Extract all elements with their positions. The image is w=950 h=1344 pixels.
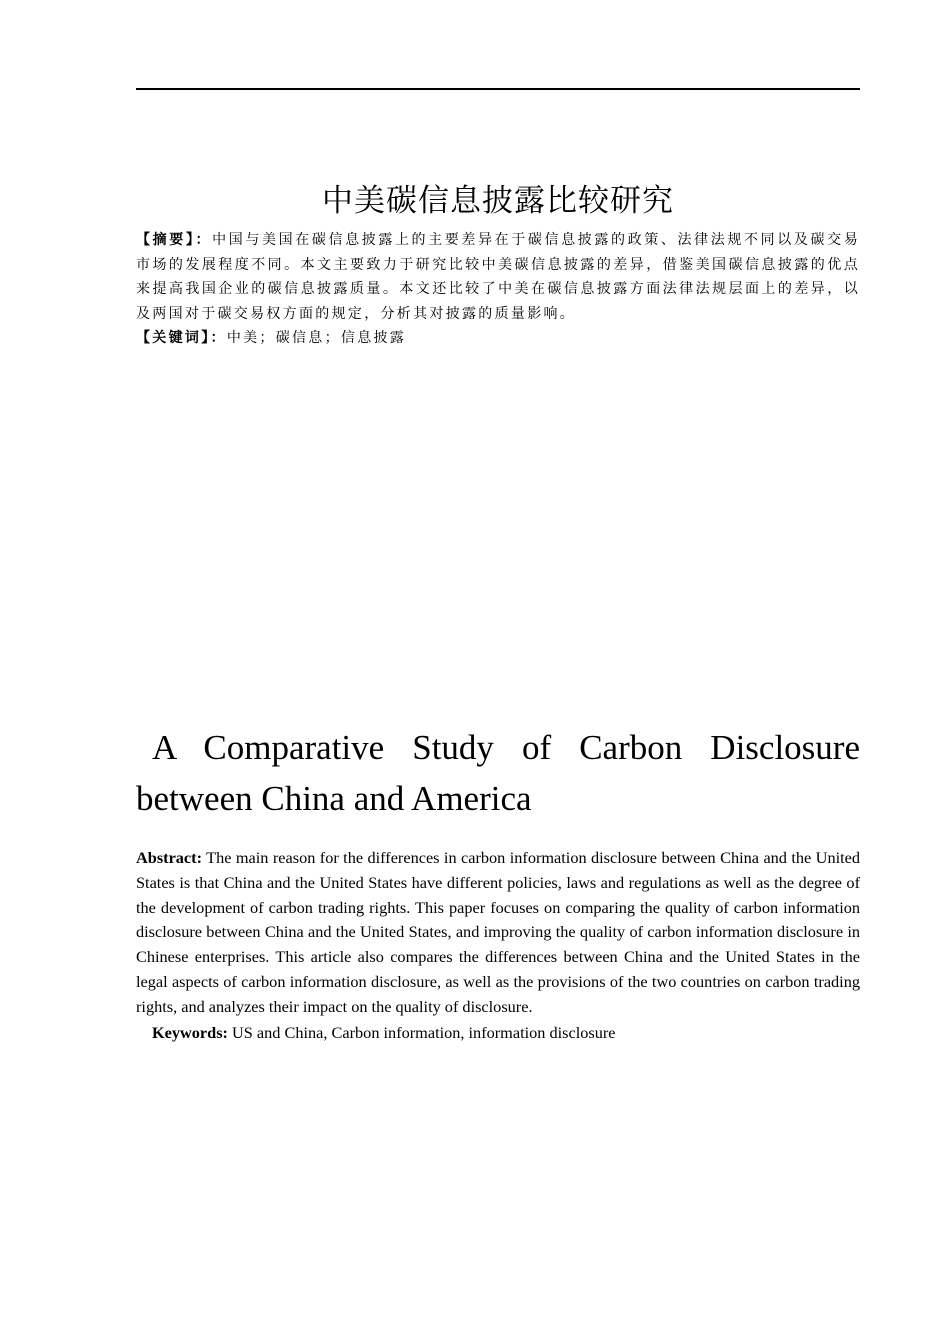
english-title: A Comparative Study of Carbon Disclosure between China and America — [136, 728, 860, 818]
english-abstract-label: Abstract: — [136, 848, 203, 867]
english-abstract — [136, 846, 860, 1020]
chinese-abstract-label: 【摘要】： — [136, 232, 213, 248]
english-keywords-label: Keywords: — [152, 1023, 228, 1042]
header-rule — [136, 88, 860, 90]
english-keywords — [152, 1021, 860, 1046]
chinese-abstract-text: 中国与美国在碳信息披露上的主要差异在于碳信息披露的政策、法律法规不同以及碳交易市场的发展程度不同。本文主要致力于研究比较中美碳信息披露的差异，借鉴美国碳信息披露的优点来提高我国企业的碳信息披露质量。本文还比较了中美在碳信息披露方面法律法规层面上的差异，以及两国对于碳交易权方面的规定，分析其对披露的质量影响。 — [136, 232, 860, 322]
chinese-keywords-text: 中美；碳信息；信息披露 — [226, 330, 407, 346]
chinese-keywords — [136, 326, 860, 351]
chinese-title: 中美碳信息披露比较研究 — [322, 183, 674, 219]
chinese-abstract — [136, 228, 860, 326]
chinese-keywords-label: 【关键词】： — [136, 330, 227, 346]
english-keywords-text: US and China, Carbon information, information disclosure — [227, 1023, 616, 1042]
english-abstract-text: The main reason for the differences in carbon information disclosure between China and the United States is that China and the United States have different policies, laws and regulations as well as the degree of the development of carbon trading rights. This paper focuses on comparing the quality of carbon information disclosure between China and the United States, and improving the quality of carbon information disclosure in Chinese enterprises. This article also compares the differences between China and the United States in the legal aspects of carbon information disclosure, as well as the provisions of the two countries on carbon trading rights, and analyzes their impact on the quality of disclosure. — [136, 848, 860, 1016]
